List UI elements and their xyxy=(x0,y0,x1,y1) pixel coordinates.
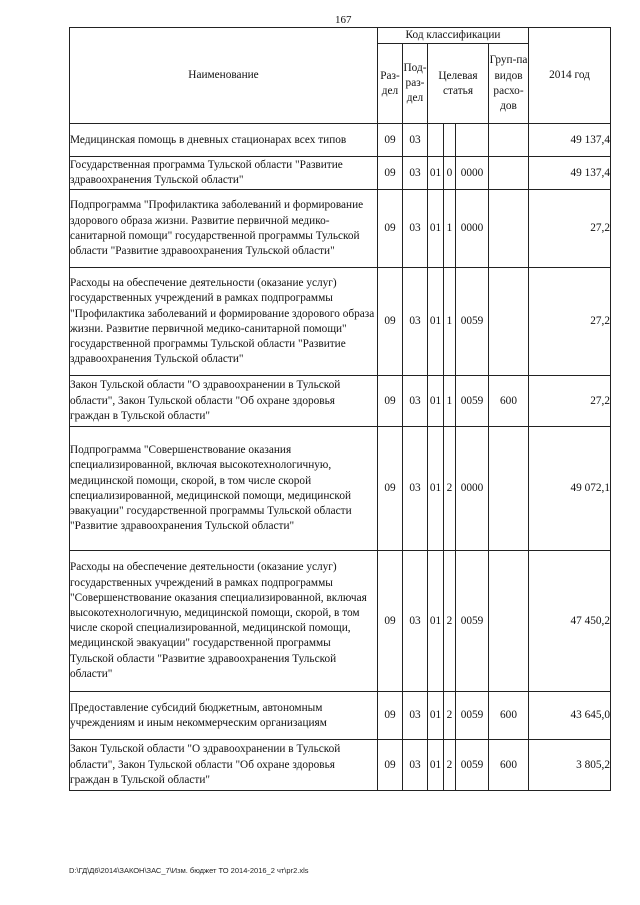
row-target-program: 01 xyxy=(428,692,444,740)
table-row xyxy=(70,692,611,740)
row-target-subprogram: 1 xyxy=(444,376,456,427)
row-target-program: 01 xyxy=(428,427,444,551)
table-row xyxy=(70,376,611,427)
row-name: Расходы на обеспечение деятельности (оказание услуг) государственных учреждений в рамках подпрограммы "Профилактика заболеваний и формирование здорового образа жизни. Развитие первичной медико-санитарной помощи" государственной программы Тульской области "Развитие здравоохранения Тульской области" xyxy=(70,268,378,376)
row-amount: 49 137,4 xyxy=(529,157,611,190)
budget-table xyxy=(69,27,611,791)
row-razdel: 09 xyxy=(378,692,403,740)
row-target-subprogram xyxy=(444,124,456,157)
row-expense-group xyxy=(489,157,529,190)
row-razdel: 09 xyxy=(378,268,403,376)
row-amount: 27,2 xyxy=(529,376,611,427)
table-row xyxy=(70,427,611,551)
file-path-footer: D:\ГД\Д6\2014\ЗАКОН\ЗАС_7\Изм. бюджет ТО 2014-2016_2 чт\pr2.xls xyxy=(69,866,309,875)
row-target-program: 01 xyxy=(428,190,444,268)
row-target-subprogram: 2 xyxy=(444,740,456,791)
row-razdel: 09 xyxy=(378,740,403,791)
header-year: 2014 год xyxy=(529,28,611,124)
header-subsection: Под-раз-дел xyxy=(403,44,428,124)
row-razdel: 09 xyxy=(378,376,403,427)
row-target-program: 01 xyxy=(428,740,444,791)
row-amount: 27,2 xyxy=(529,190,611,268)
row-target-direction: 0000 xyxy=(456,190,489,268)
row-amount: 27,2 xyxy=(529,268,611,376)
row-razdel: 09 xyxy=(378,157,403,190)
row-amount: 3 805,2 xyxy=(529,740,611,791)
header-classification-code: Код классификации xyxy=(378,28,529,44)
row-target-direction: 0000 xyxy=(456,157,489,190)
row-razdel: 09 xyxy=(378,124,403,157)
row-expense-group: 600 xyxy=(489,692,529,740)
header-section: Раз-дел xyxy=(378,44,403,124)
header-expense-group: Груп-па видов расхо-дов xyxy=(489,44,529,124)
row-target-subprogram: 0 xyxy=(444,157,456,190)
table-row xyxy=(70,740,611,791)
row-name: Государственная программа Тульской области "Развитие здравоохранения Тульской области" xyxy=(70,157,378,190)
row-name: Подпрограмма "Совершенствование оказания специализированной, включая высокотехнологичную, медицинской помощи, скорой, в том числе скорой специализированной, медицинской помощи, медицинской эвакуации" государственной программы Тульской области "Развитие здравоохранения Тульской области" xyxy=(70,427,378,551)
row-podrazdel: 03 xyxy=(403,190,428,268)
table-row xyxy=(70,551,611,692)
row-target-program: 01 xyxy=(428,268,444,376)
row-name: Закон Тульской области "О здравоохранении в Тульской области", Закон Тульской области "Об охране здоровья граждан в Тульской области" xyxy=(70,740,378,791)
row-name: Предоставление субсидий бюджетным, автономным учреждениям и иным некоммерческим организациям xyxy=(70,692,378,740)
row-podrazdel: 03 xyxy=(403,692,428,740)
row-expense-group xyxy=(489,551,529,692)
row-expense-group xyxy=(489,124,529,157)
row-target-subprogram: 2 xyxy=(444,427,456,551)
row-name: Закон Тульской области "О здравоохранении в Тульской области", Закон Тульской области "Об охране здоровья граждан в Тульской области" xyxy=(70,376,378,427)
table-row xyxy=(70,124,611,157)
row-target-subprogram: 1 xyxy=(444,190,456,268)
row-target-program: 01 xyxy=(428,157,444,190)
row-amount: 49 072,1 xyxy=(529,427,611,551)
row-podrazdel: 03 xyxy=(403,740,428,791)
row-target-direction xyxy=(456,124,489,157)
row-amount: 47 450,2 xyxy=(529,551,611,692)
row-target-direction: 0059 xyxy=(456,740,489,791)
row-podrazdel: 03 xyxy=(403,427,428,551)
row-target-subprogram: 2 xyxy=(444,692,456,740)
row-target-program: 01 xyxy=(428,376,444,427)
table-row xyxy=(70,157,611,190)
row-target-direction: 0059 xyxy=(456,376,489,427)
table-row xyxy=(70,190,611,268)
row-expense-group xyxy=(489,190,529,268)
row-podrazdel: 03 xyxy=(403,551,428,692)
row-podrazdel: 03 xyxy=(403,157,428,190)
table-row xyxy=(70,268,611,376)
row-expense-group xyxy=(489,427,529,551)
row-razdel: 09 xyxy=(378,190,403,268)
row-target-subprogram: 1 xyxy=(444,268,456,376)
row-name: Медицинская помощь в дневных стационарах всех типов xyxy=(70,124,378,157)
row-name: Расходы на обеспечение деятельности (оказание услуг) государственных учреждений в рамках подпрограммы "Совершенствование оказания специализированной, включая высокотехнологичную, медицинской помощи, скорой, в том числе скорой специализированной, медицинской помощи, медицинской эвакуации" государственной программы Тульской области "Развитие здравоохранения Тульской области" xyxy=(70,551,378,692)
row-name: Подпрограмма "Профилактика заболеваний и формирование здорового образа жизни. Развитие первичной медико-санитарной помощи" государственной программы Тульской области "Развитие здравоохранения Тульской области" xyxy=(70,190,378,268)
row-target-program xyxy=(428,124,444,157)
row-expense-group xyxy=(489,268,529,376)
row-expense-group: 600 xyxy=(489,376,529,427)
row-target-direction: 0059 xyxy=(456,268,489,376)
row-amount: 43 645,0 xyxy=(529,692,611,740)
row-razdel: 09 xyxy=(378,427,403,551)
row-podrazdel: 03 xyxy=(403,376,428,427)
row-amount: 49 137,4 xyxy=(529,124,611,157)
row-expense-group: 600 xyxy=(489,740,529,791)
header-name: Наименование xyxy=(70,28,378,124)
row-target-direction: 0000 xyxy=(456,427,489,551)
row-target-direction: 0059 xyxy=(456,692,489,740)
row-target-subprogram: 2 xyxy=(444,551,456,692)
row-target-direction: 0059 xyxy=(456,551,489,692)
row-podrazdel: 03 xyxy=(403,124,428,157)
row-razdel: 09 xyxy=(378,551,403,692)
row-target-program: 01 xyxy=(428,551,444,692)
row-podrazdel: 03 xyxy=(403,268,428,376)
header-target-article: Целевая статья xyxy=(428,44,489,124)
page-number: 167 xyxy=(335,14,352,26)
